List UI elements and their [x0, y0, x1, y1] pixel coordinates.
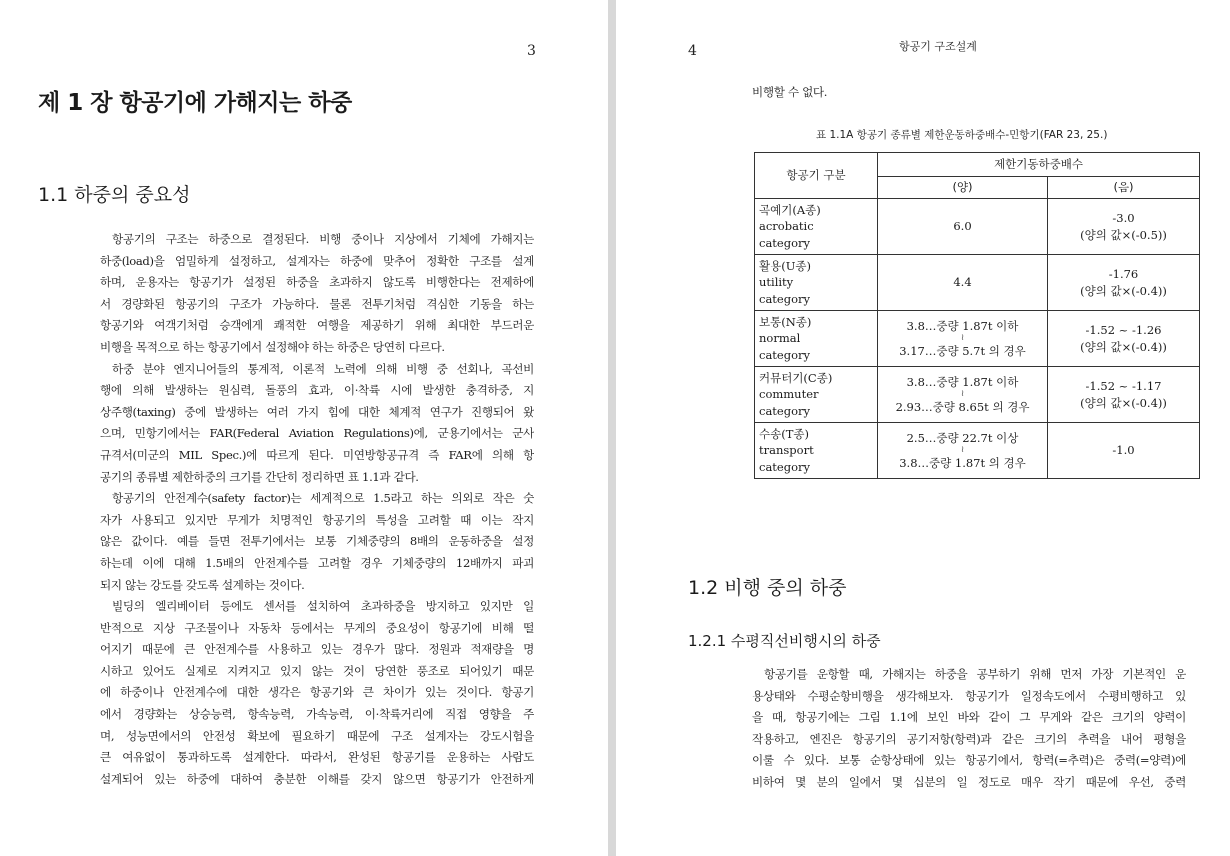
text-line: 반적으로 지상 구조물이나 자동차 등에서는 무게의 중요성이 항공기에 비해 떨: [100, 620, 534, 635]
text-line: 행에 의해 발생하는 원심력, 돌풍의 효과, 이·착륙 시에 발생한 충격하중, 지: [100, 383, 534, 398]
header-positive: (양): [878, 177, 1048, 199]
body-text: [752, 664, 1186, 794]
chapter-title: 제 1 장 항공기에 가해지는 하중: [38, 90, 352, 116]
category-en: acrobatic: [759, 219, 814, 234]
text-line: 하중 분야 엔지니어들의 통계적, 이론적 노력에 의해 비행 중 선회나, 곡선비: [112, 361, 534, 376]
negative-value: -1.0: [1112, 443, 1135, 458]
range-mark-icon: ≀: [960, 333, 965, 343]
category-cell: [755, 255, 878, 311]
category-en: utility: [759, 275, 794, 290]
negative-note: (양의 값×(-0.5)): [1080, 227, 1167, 242]
positive-value-alt: 3.8…중량 1.87t 의 경우: [899, 456, 1026, 470]
range-mark-icon: ≀: [960, 445, 965, 455]
header-negative: (음): [1048, 177, 1200, 199]
positive-cell: [878, 423, 1048, 479]
category-en: normal: [759, 331, 801, 346]
load-factor-table: [754, 152, 1200, 479]
header-limit-load: 제한기동하중배수: [878, 153, 1200, 177]
text-line: 규격서(미군의 MIL Spec.)에 따르게 된다. 미연방항공규격 즉 FAR에 의해 항: [100, 447, 534, 462]
positive-cell: [878, 311, 1048, 367]
text-line: 항공기와 여객기처럼 승객에게 쾌적한 여행을 제공하기 위해 최대한 부드러운: [100, 318, 534, 333]
text-line: 으며, 민항기에서는 FAR(Federal Aviation Regulations)에, 군용기에서는 군사: [100, 426, 534, 441]
negative-cell: [1048, 199, 1200, 255]
page-number: 3: [527, 43, 536, 59]
positive-cell: [878, 367, 1048, 423]
category-ko: 수송(T종): [759, 426, 809, 441]
running-header: 항공기 구조설계: [899, 40, 977, 53]
text-line: 에서 경량화는 상승능력, 항속능력, 가속능력, 이·착륙거리에 직접 영향을 주: [100, 707, 534, 722]
text-line: 비행할 수 없다.: [752, 85, 828, 99]
section-title: 1.2 비행 중의 하중: [688, 577, 847, 599]
text-line: 며, 성능면에서의 안전성 확보에 필요하기 때문에 구조 설계자는 강도시험을: [100, 728, 534, 743]
range-mark-icon: ≀: [960, 389, 965, 399]
text-line: 상주행(taxing) 중에 발생하는 여러 가지 힘에 대한 체계적 연구가 진행되어 왔: [100, 404, 534, 419]
table-row: [755, 255, 1200, 311]
text-line: 작용하고, 엔진은 항공기의 공기저항(항력)과 같은 크기의 추력을 내어 평형을: [752, 731, 1186, 746]
text-line: 에 하중이나 안전계수에 대한 생각은 항공기와 큰 차이가 있는 것이다. 항공기: [100, 685, 534, 700]
positive-value-alt: 3.17…중량 5.7t 의 경우: [899, 344, 1026, 358]
positive-value: 6.0: [953, 219, 972, 234]
positive-cell: [878, 199, 1048, 255]
text-line: 비하여 몇 분의 일에서 몇 십분의 일 정도로 매우 작기 때문에 우선, 중력: [752, 774, 1186, 789]
positive-value-alt: 2.93…중량 8.65t 의 경우: [895, 400, 1030, 414]
text-line: 되지 않는 강도를 갖도록 설계하는 것이다.: [100, 577, 305, 592]
category-cell: [755, 199, 878, 255]
text-line: 어지기 때문에 큰 안전계수를 사용하고 있는 경우가 많다. 정원과 적재량을 명: [100, 642, 534, 657]
category-ko: 곡예기(A종): [759, 202, 821, 217]
negative-cell: [1048, 367, 1200, 423]
table-caption: 표 1.1A 항공기 종류별 제한운동하중배수-민항기(FAR 23, 25.): [816, 129, 1108, 141]
section-title: 1.1 하중의 중요성: [38, 184, 191, 206]
category-cell: [755, 367, 878, 423]
text-line: 하중(load)을 엄밀하게 설정하고, 설계자는 하중에 맞추어 정확한 구조를 설계: [100, 253, 534, 268]
category-word: category: [759, 403, 811, 418]
text-line: 않은 값이다. 예를 들면 전투기에서는 보통 기체중량의 8배의 운동하중을 설정: [100, 534, 534, 549]
text-line: 비행을 목적으로 하는 항공기에서 설정해야 하는 하중은 당연히 다르다.: [100, 339, 445, 354]
right-page: [616, 0, 1230, 856]
positive-value: 3.8…중량 1.87t 이하: [906, 318, 1019, 333]
text-line: 이룰 수 있다. 보통 순항상태에 있는 항공기에서, 항력(=추력)은 중력(=양력)에: [752, 753, 1186, 768]
text-line: 빌딩의 엘리베이터 등에도 센서를 설치하여 초과하중을 방지하고 있지만 일: [112, 599, 534, 614]
negative-cell: [1048, 311, 1200, 367]
category-en: commuter: [759, 387, 819, 402]
text-line: 항공기를 운항할 때, 가해지는 하중을 공부하기 위해 먼저 가장 기본적인 운: [764, 667, 1186, 681]
left-page: [0, 0, 608, 856]
text-line: 공기의 종류별 제한하중의 크기를 간단히 정리하면 표 1.1과 같다.: [100, 469, 419, 484]
category-word: category: [759, 235, 811, 250]
negative-value: -1.52 ~ -1.26: [1085, 323, 1162, 337]
text-line: 항공기의 안전계수(safety factor)는 세계적으로 1.5라고 하는 의외로 작은 숫: [112, 491, 534, 506]
positive-value: 3.8…중량 1.87t 이하: [906, 374, 1019, 389]
text-line: 항공기의 구조는 하중으로 결정된다. 비행 중이나 지상에서 기체에 가해지는: [112, 232, 534, 246]
page-number: 4: [688, 43, 697, 59]
negative-value: -1.52 ~ -1.17: [1085, 379, 1162, 393]
category-ko: 활용(U종): [759, 258, 811, 273]
positive-cell: [878, 255, 1048, 311]
negative-cell: [1048, 423, 1200, 479]
category-word: category: [759, 291, 811, 306]
negative-cell: [1048, 255, 1200, 311]
text-line: 설계되어 있는 하중에 대하여 충분한 이해를 갖지 않으면 항공기가 안전하게: [100, 771, 534, 786]
negative-note: (양의 값×(-0.4)): [1080, 339, 1167, 354]
category-ko: 커뮤터기(C종): [759, 370, 833, 385]
continued-text: [752, 82, 827, 104]
negative-note: (양의 값×(-0.4)): [1080, 395, 1167, 410]
positive-value: 4.4: [953, 275, 972, 290]
negative-value: -1.76: [1108, 267, 1139, 281]
negative-note: (양의 값×(-0.4)): [1080, 283, 1167, 298]
category-ko: 보통(N종): [759, 314, 812, 329]
positive-value: 2.5…중량 22.7t 이상: [906, 430, 1019, 445]
text-line: 하는데 이에 대해 1.5배의 안전계수를 고려할 경우 기체중량의 12배까지 파괴: [100, 555, 534, 570]
table-row: [755, 423, 1200, 479]
category-cell: [755, 423, 878, 479]
table-row: [755, 311, 1200, 367]
text-line: 하며, 운용자는 항공기가 설정된 하중을 초과하지 않도록 비행한다는 전제하에: [100, 275, 534, 290]
text-line: 용상태와 수평순항비행을 생각해보자. 항공기가 일정속도에서 수평비행하고 있: [752, 688, 1186, 703]
subsection-title: 1.2.1 수평직선비행시의 하중: [688, 632, 881, 650]
body-text: [100, 229, 534, 790]
category-word: category: [759, 459, 811, 474]
negative-value: -3.0: [1112, 211, 1135, 225]
text-line: 을 때, 항공기에는 그림 1.1에 보인 바와 같이 그 무게와 같은 크기의 양력이: [752, 710, 1186, 725]
text-line: 자가 사용되고 있지만 무게가 치명적인 항공기의 특성을 고려할 때 이는 작지: [100, 512, 534, 527]
book-gutter: [608, 0, 616, 856]
header-category: 항공기 구분: [755, 153, 878, 199]
category-en: transport: [759, 443, 814, 458]
category-word: category: [759, 347, 811, 362]
table-row: [755, 367, 1200, 423]
category-cell: [755, 311, 878, 367]
text-line: 서 경량화된 항공기의 구조가 가능하다. 물론 전투기처럼 격심한 기동을 하는: [100, 296, 534, 311]
table-row: [755, 199, 1200, 255]
text-line: 큰 여유없이 통과하도록 설계한다. 따라서, 완성된 항공기를 운용하는 사람도: [100, 750, 534, 765]
text-line: 시하고 있어도 실제로 지켜지고 있지 않는 것이 당연한 풍조로 되어있기 때문: [100, 663, 534, 678]
